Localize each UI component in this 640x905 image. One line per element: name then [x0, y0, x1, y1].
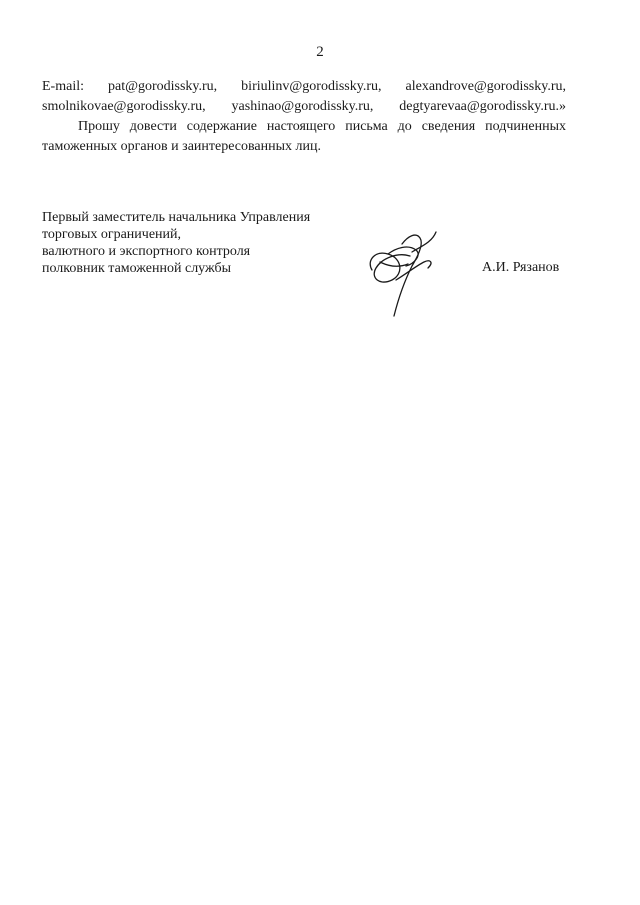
- email-line: E-mail: pat@gorodissky.ru, biriulinv@gorodissky.ru, alexandrove@gorodissky.ru,: [42, 79, 566, 94]
- page-number: 2: [316, 44, 324, 60]
- signer-title-line: полковник таможенной службы: [42, 261, 232, 276]
- email-paragraph: [42, 77, 566, 117]
- signer-title-line: валютного и экспортного контроля: [42, 244, 251, 259]
- signer-title: [42, 209, 310, 277]
- request-paragraph: [42, 117, 566, 157]
- request-line: Прошу довести содержание настоящего письма до сведения подчиненных: [78, 119, 566, 134]
- signer-title-line: торговых ограничений,: [42, 227, 182, 242]
- handwritten-signature: [362, 222, 452, 322]
- request-line: таможенных органов и заинтересованных лиц.: [42, 139, 321, 154]
- email-line: smolnikovae@gorodissky.ru, yashinao@gorodissky.ru, degtyarevaa@gorodissky.ru.»: [42, 99, 566, 114]
- signer-title-line: Первый заместитель начальника Управления: [42, 210, 311, 225]
- signer-name: А.И. Рязанов: [482, 260, 560, 275]
